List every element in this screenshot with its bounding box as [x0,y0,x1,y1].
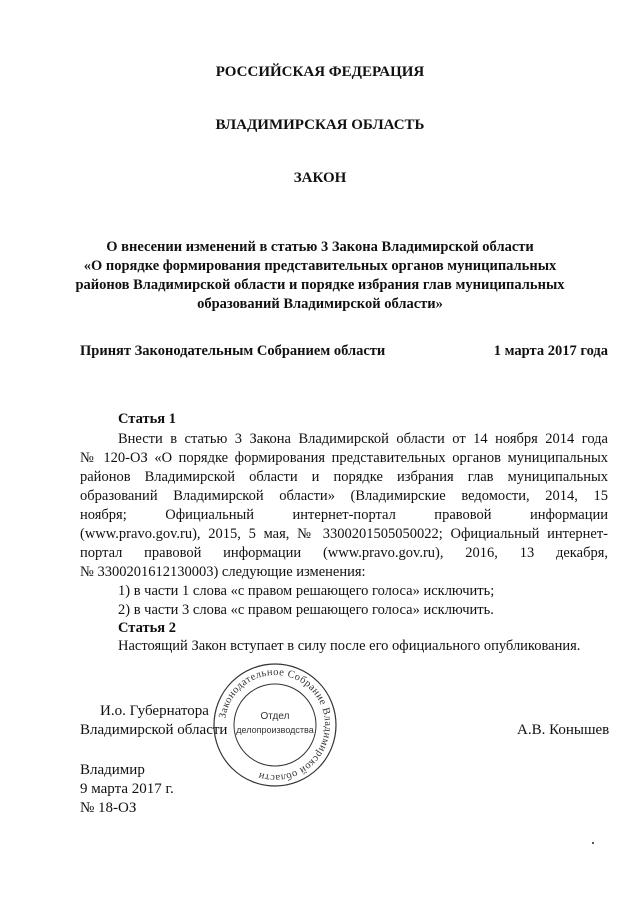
article-1-heading: Статья 1 [118,411,176,427]
stamp-center-line: Отдел [260,711,290,722]
adopted-date: 1 марта 2017 года [493,343,608,359]
header-country: РОССИЙСКАЯ ФЕДЕРАЦИЯ [215,64,425,80]
article-1-line: районов Владимирской области и порядке избрания глав муниципальных [80,469,608,485]
article-1-item: 1) в части 1 слова «с правом решающего голоса» исключить; [118,583,495,599]
signatory-region: Владимирской области [80,722,228,738]
signatory-name: А.В. Конышев [517,722,610,738]
article-1-line: образований Владимирской области» (Владимирские ведомости, 2014, 15 [80,488,608,504]
scan-speck [592,842,594,844]
article-2-text: Настоящий Закон вступает в силу после его официального опубликования. [118,638,581,654]
footer-number: № 18-ОЗ [80,800,137,816]
law-title [0,238,640,314]
article-1-line: Внести в статью 3 Закона Владимирской области от 14 ноября 2014 года [118,431,608,447]
footer-city: Владимир [80,762,145,778]
stamp-ring-text: Законодательное Собрание Владимирской области [217,666,334,784]
official-stamp [212,662,338,788]
signatory-position: И.о. Губернатора [100,703,209,719]
law-title-line: районов Владимирской области и порядке избрания глав муниципальных [75,277,565,293]
header-doc-type: ЗАКОН [293,170,347,186]
article-1-line: (www.pravo.gov.ru), 2015, 5 мая, № 3300201505050022; Официальный интернет- [80,526,608,542]
stamp-center-line: делопроизводства [236,725,314,735]
footer-date: 9 марта 2017 г. [80,781,174,797]
header-region: ВЛАДИМИРСКАЯ ОБЛАСТЬ [215,117,425,133]
law-title-line: О внесении изменений в статью 3 Закона Владимирской области [106,239,534,255]
law-title-line: образований Владимирской области» [197,296,443,312]
article-1-item: 2) в части 3 слова «с правом решающего голоса» исключить. [118,602,494,618]
article-1-line: портал правовой информации (www.pravo.gov.ru), 2016, 13 декабря, [80,545,608,561]
article-1-line: № 120-ОЗ «О порядке формирования представительных органов муниципальных [80,450,608,466]
article-1-line: № 3300201612130003) следующие изменения: [80,564,366,580]
law-title-line: «О порядке формирования представительных органов муниципальных [83,258,557,274]
adoption-line [80,343,608,360]
adopted-by: Принят Законодательным Собранием области [80,343,386,359]
article-2-heading: Статья 2 [118,620,176,636]
article-1-line: ноября; Официальный интернет-портал правовой информации [80,507,608,523]
